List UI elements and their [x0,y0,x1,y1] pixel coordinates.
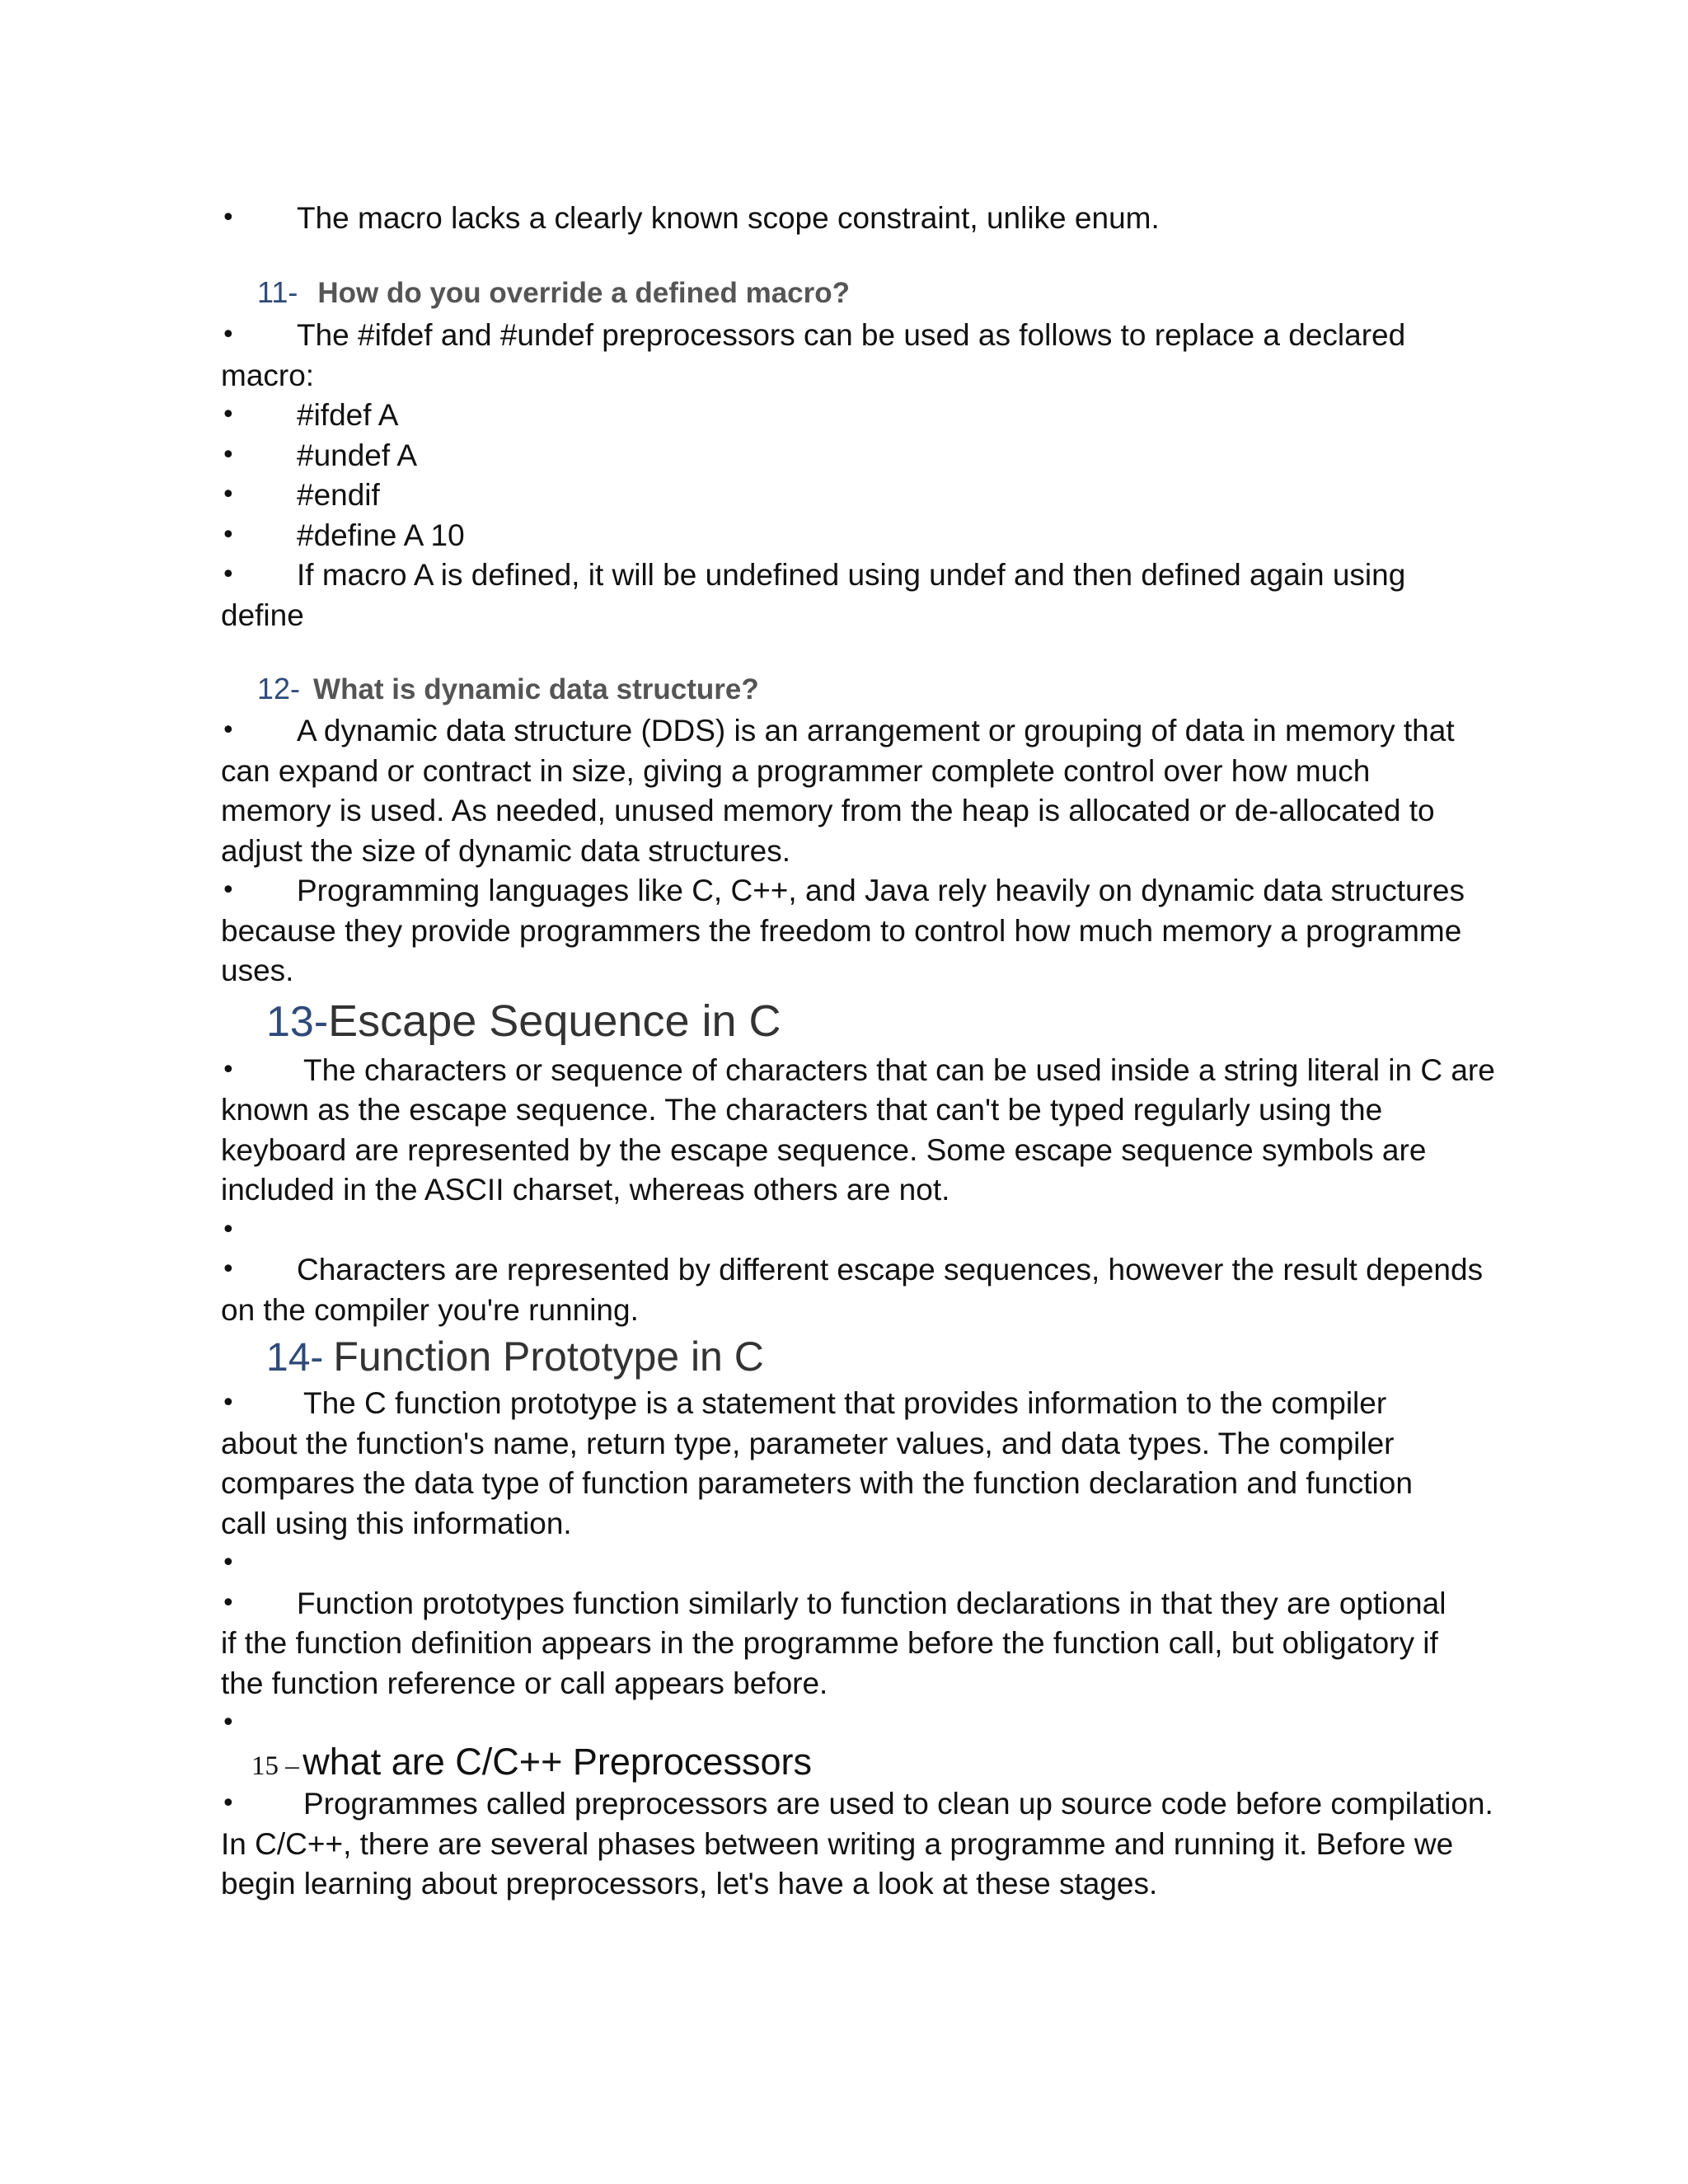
heading-title: Escape Sequence in C [328,996,781,1046]
bullet-icon: • [221,1549,236,1577]
paragraph-line: macro: [221,359,315,392]
list-item-text: Programming languages like C, C++, and Java rely heavily on dynamic data structures [297,874,1465,907]
heading-number: 12- [257,672,301,705]
paragraph-line: compares the data type of function parameters with the function declaration and function [221,1466,1413,1500]
list-item-text: #ifdef A [297,398,399,432]
paragraph-line: adjust the size of dynamic data structures. [221,834,791,868]
paragraph-line: about the function's name, return type, parameter values, and data types. The compiler [221,1427,1395,1460]
heading-number: 14- [266,1336,324,1380]
bullet-icon: • [221,876,236,905]
bullet-icon: • [221,1056,236,1085]
heading-title: What is dynamic data structure? [313,673,759,705]
bullet-icon: • [221,1389,236,1418]
list-item-text: #define A 10 [297,518,465,552]
paragraph-line: call using this information. [221,1507,572,1540]
paragraph-line: on the compiler you're running. [221,1293,639,1327]
heading-title: How do you override a defined macro? [317,277,851,309]
list-item-text: #endif [297,478,380,512]
paragraph-line: define [221,598,304,632]
paragraph-line: because they provide programmers the freedom to control how much memory a programme [221,914,1462,948]
paragraph-line: uses. [221,954,294,987]
paragraph-line: included in the ASCII charset, whereas others are not. [221,1173,950,1207]
list-item-text: The characters or sequence of characters that can be used inside a string literal in C are [303,1053,1495,1087]
heading-title: what are C/C++ Preprocessors [302,1741,812,1783]
paragraph-line: keyboard are represented by the escape sequence. Some escape sequence symbols are [221,1133,1427,1167]
list-item-text: The C function prototype is a statement that provides information to the compiler [303,1386,1387,1420]
bullet-icon: • [221,480,236,509]
list-item-text: The #ifdef and #undef preprocessors can be used as follows to replace a declared [297,318,1406,352]
bullet-icon: • [221,560,236,589]
section-heading-11 [257,275,850,310]
bullet-icon: • [221,441,236,470]
bullet-icon: • [221,521,236,550]
heading-number: 11- [257,275,298,309]
list-item-text: Function prototypes function similarly to function declarations in that they are optional [297,1586,1447,1620]
section-heading-14 [266,1333,764,1380]
section-heading-12 [257,672,759,706]
section-heading-13 [266,996,781,1047]
heading-title: Function Prototype in C [333,1333,764,1380]
bullet-icon: • [221,321,236,349]
paragraph-line: if the function definition appears in the programme before the function call, but obligatory if [221,1626,1438,1660]
bullet-icon: • [221,1216,236,1244]
heading-number: 13- [266,998,329,1046]
list-item-text: #undef A [297,438,418,472]
paragraph-line: begin learning about preprocessors, let's have a look at these stages. [221,1867,1158,1900]
bullet-icon: • [221,1789,236,1818]
list-item-text: Characters are represented by different escape sequences, however the result depends [297,1253,1484,1286]
list-item-text: If macro A is defined, it will be undefined using undef and then defined again using [297,558,1406,592]
bullet-icon: • [221,716,236,745]
bullet-icon: • [221,1589,236,1618]
paragraph-line: the function reference or call appears before. [221,1666,828,1700]
bullet-icon: • [221,401,236,429]
paragraph-line: In C/C++, there are several phases between writing a programme and running it. Before we [221,1827,1454,1861]
list-item-text: Programmes called preprocessors are used to clean up source code before compilation. [303,1787,1493,1821]
section-heading-15 [251,1741,812,1783]
paragraph-line: known as the escape sequence. The characters that can't be typed regularly using the [221,1093,1383,1127]
bullet-icon: • [221,204,236,232]
heading-number: 15 – [251,1751,299,1781]
paragraph-line: can expand or contract in size, giving a programmer complete control over how much [221,754,1371,788]
list-item-text: A dynamic data structure (DDS) is an arrangement or grouping of data in memory that [297,714,1455,748]
list-item-text: The macro lacks a clearly known scope constraint, unlike enum. [297,201,1160,235]
bullet-icon: • [221,1708,236,1737]
paragraph-line: memory is used. As needed, unused memory from the heap is allocated or de-allocated to [221,794,1435,827]
bullet-icon: • [221,1255,236,1284]
